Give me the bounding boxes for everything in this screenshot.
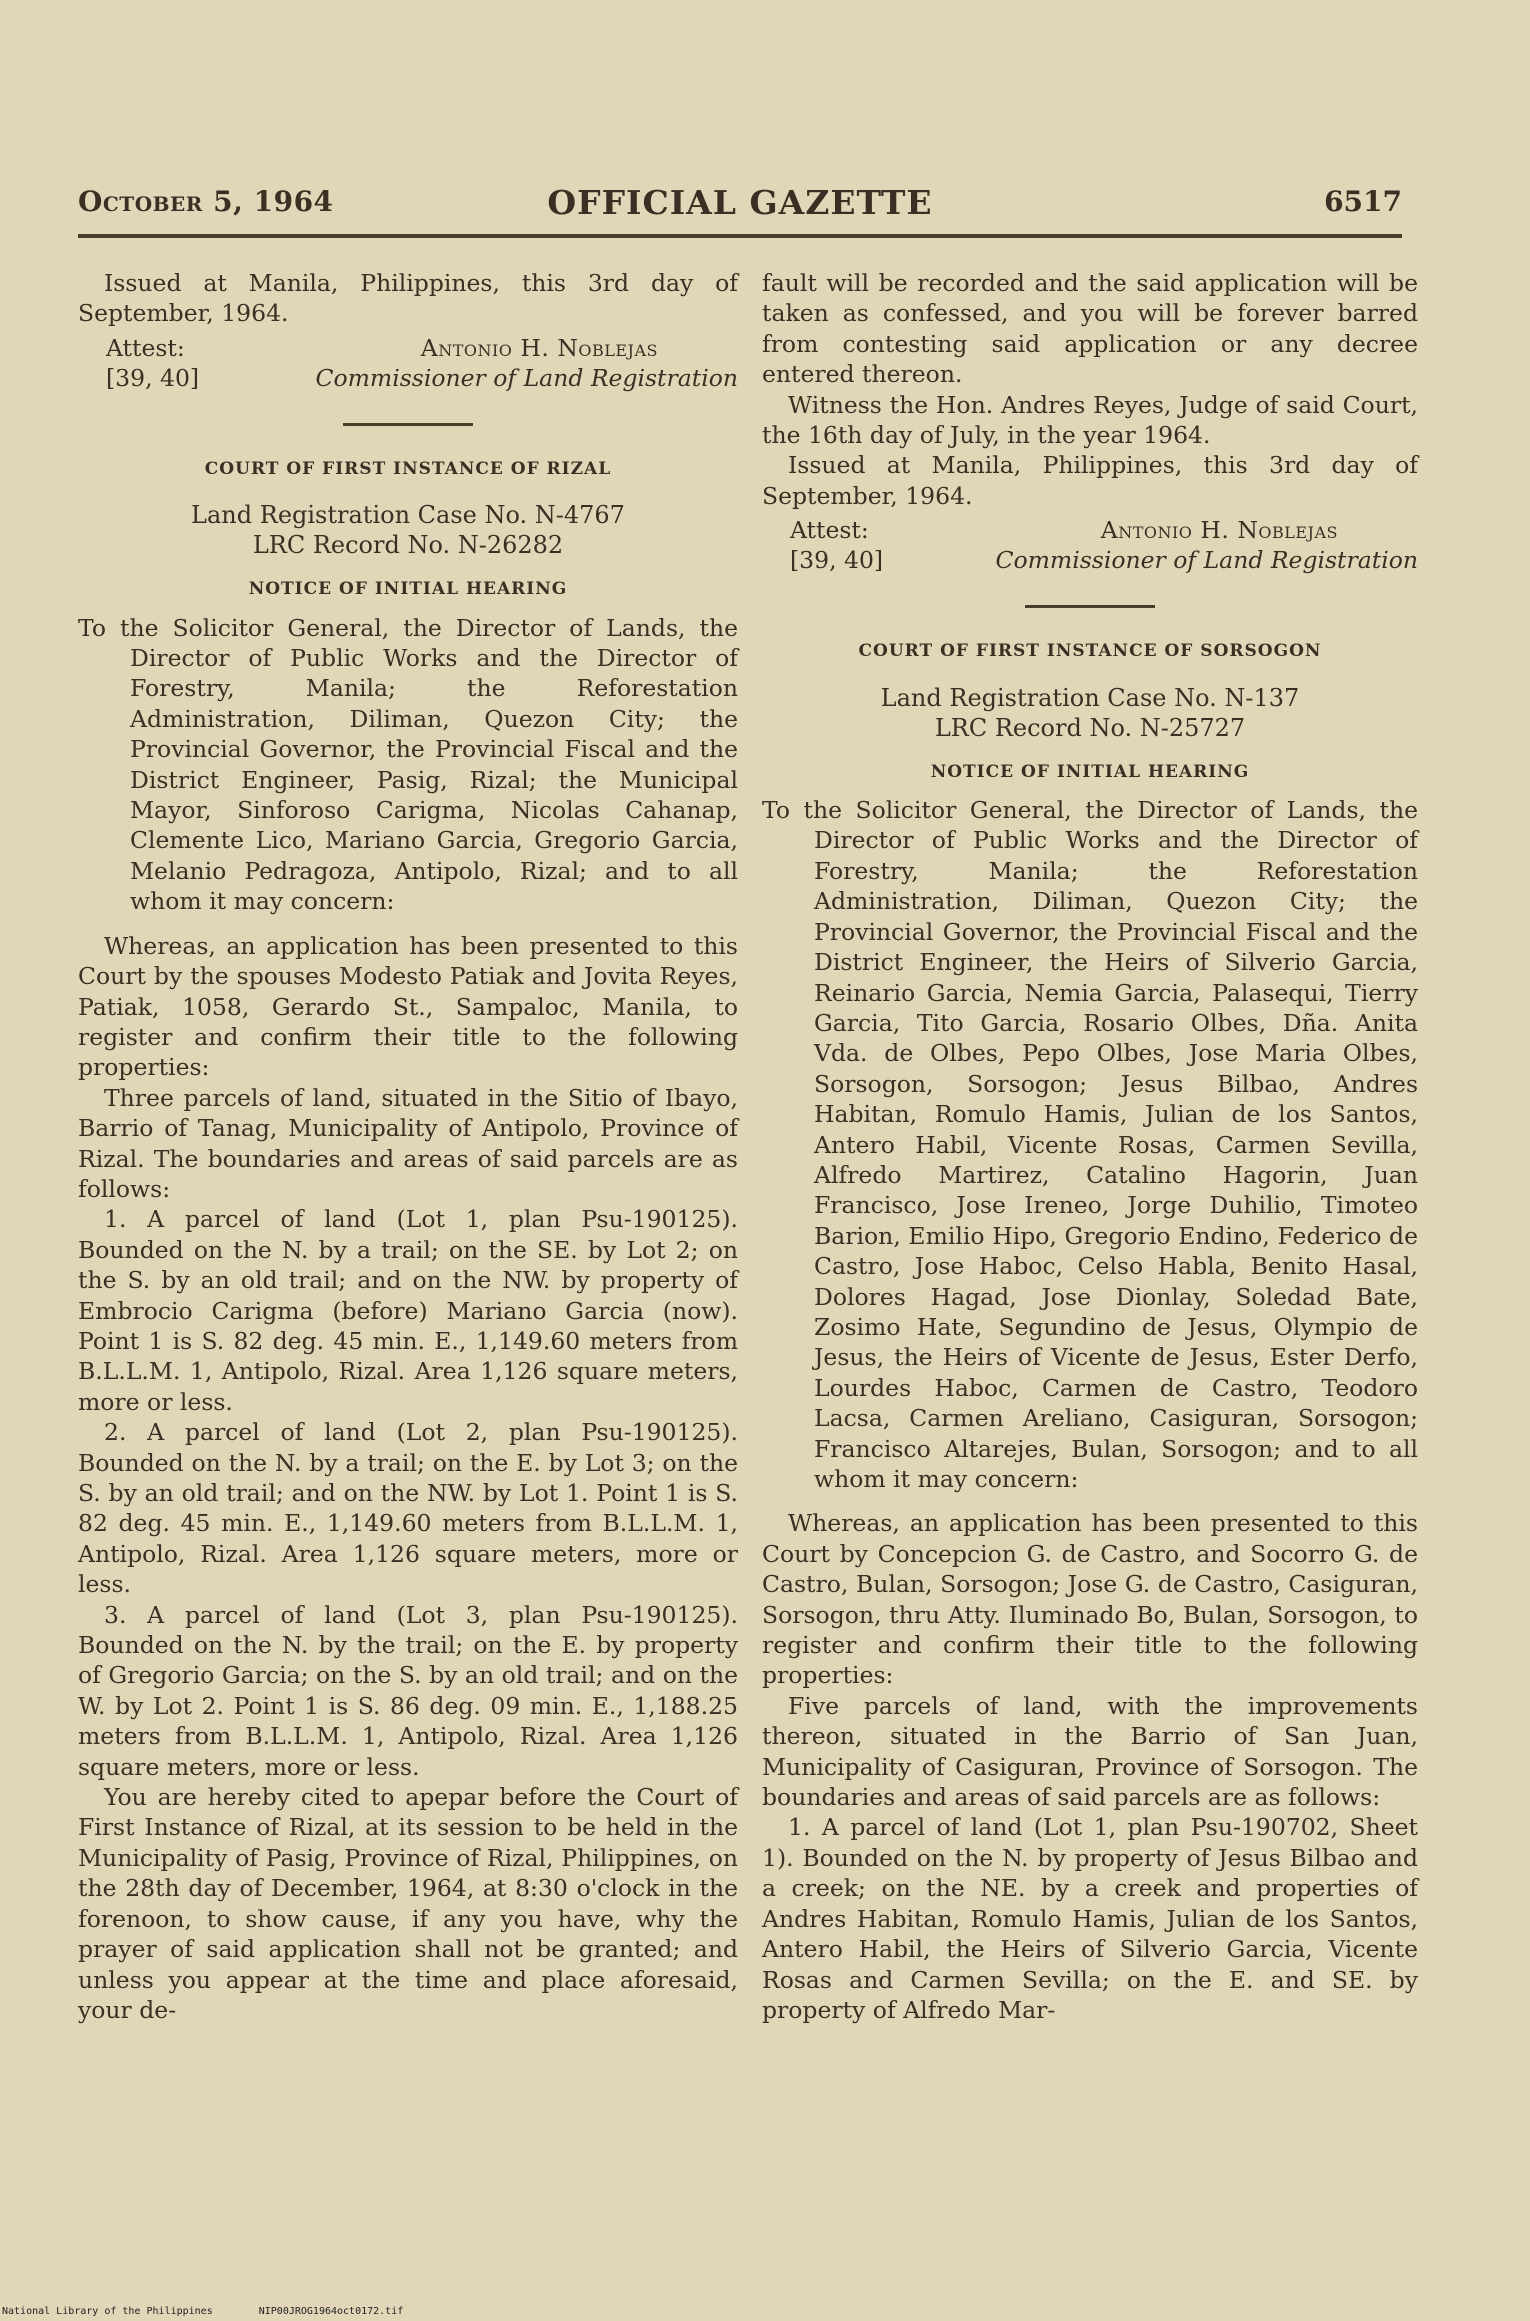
parcels-intro: Three parcels of land, situated in the Sitio of Ibayo, Barrio of Tanag, Municipality of Antipolo, Province of Rizal. The boundaries and areas of said parcels are as follows: <box>78 1083 738 1203</box>
court-heading: COURT OF FIRST INSTANCE OF SORSOGON <box>858 641 1322 662</box>
addressees: To the Solicitor General, the Director of Lands, the Director of Public Works and the Director of Forestry, Manila; the Reforestation Administration, Diliman, Quezon City; the Provincial Governor, the Provincial Fiscal and the District Engineer, the Heirs of Silverio Garcia, Reinario Garcia, Nemia Garcia, Palasequi, Tierry Garcia, Tito Garcia, Rosario Olbes, Dña. Anita Vda. de Olbes, Pepo Olbes, Jose Maria Olbes, Sorsogon, Sorsogon; Jesus Bilbao, Andres Habitan, Romulo Hamis, Julian de los Santos, Antero Habil, Vicente Rosas, Carmen Sevilla, Alfredo Martirez, Catalino Hagorin, Juan Francisco, Jose Ireneo, Jorge Duhilio, Timoteo Barion, Emilio Hipo, Gregorio Endino, Federico de Castro, Jose Haboc, Celso Habla, Benito Hasal, Dolores Hagad, Jose Dionlay, Soledad Bate, Zosimo Hate, Segundino de Jesus, Olympio de Jesus, the Heirs of Vicente de Jesus, Ester Derfo, Lourdes Haboc, Carmen de Castro, Teodoro Lacsa, Carmen Areliano, Casiguran, Sorsogon; Francisco Altarejes, Bulan, Sorsogon; and to all whom it may concern: <box>762 796 1418 1493</box>
lrc-record-number: LRC Record No. N-26282 <box>252 531 564 560</box>
attest-label: Attest: <box>106 333 185 362</box>
default-continuation: fault will be recorded and the said application will be taken as confessed, and you will be forever barred from contesting said application or any decree entered thereon. <box>762 269 1418 389</box>
case-number: Land Registration Case No. N-4767 <box>191 501 625 530</box>
parcel-1: 1. A parcel of land (Lot 1, plan Psu-190125). Bounded on the N. by a trail; on the SE. by Lot 2; on the S. by an old trail; and on the NW. by property of Embrocio Carigma (before) Mariano Garcia (now). Point 1 is S. 82 deg. 45 min. E., 1,149.60 meters from B.L.L.M. 1, Antipolo, Rizal. Area 1,126 square meters, more or less. <box>78 1205 738 1416</box>
parcel-2: 2. A parcel of land (Lot 2, plan Psu-190125). Bounded on the N. by a trail; on the E. by Lot 3; on the S. by an old trail; and on the NW. by Lot 1. Point 1 is S. 82 deg. 45 min. E., 1,149.60 meters from B.L.L.M. 1, Antipolo, Rizal. Area 1,126 square meters, more or less. <box>78 1418 738 1599</box>
page-header <box>78 185 1402 233</box>
whereas-paragraph: Whereas, an application has been presented to this Court by the spouses Modesto Patiak and Jovita Reyes, Patiak, 1058, Gerardo St., Sampaloc, Manila, to register and confirm their title to the following properties: <box>78 931 738 1082</box>
header-rule <box>78 234 1402 238</box>
publication-title: OFFICIAL GAZETTE <box>547 183 933 222</box>
attest-title: Commissioner of Land Registration <box>995 546 1418 575</box>
witness-statement: Witness the Hon. Andres Reyes, Judge of said Court, the 16th day of July, in the year 1964. <box>762 390 1418 450</box>
attest-name: Antonio H. Noblejas <box>420 333 658 362</box>
section-divider <box>343 423 473 426</box>
left-column <box>78 268 738 2025</box>
page-number: 6517 <box>1324 185 1402 218</box>
notice-heading: NOTICE OF INITIAL HEARING <box>248 579 568 600</box>
parcel-3: 3. A parcel of land (Lot 3, plan Psu-190125). Bounded on the N. by the trail; on the E. by property of Gregorio Garcia; on the S. by an old trail; and on the W. by Lot 2. Point 1 is S. 86 deg. 09 min. E., 1,188.25 meters from B.L.L.M. 1, Antipolo, Rizal. Area 1,126 square meters, more or less. <box>78 1600 738 1781</box>
whereas-paragraph: Whereas, an application has been presented to this Court by Concepcion G. de Castro, and Socorro G. de Castro, Bulan, Sorsogon; Jose G. de Castro, Casiguran, Sorsogon, thru Atty. Iluminado Bo, Bulan, Sorsogon, to register and confirm their title to the following properties: <box>762 1509 1418 1690</box>
parcel-1: 1. A parcel of land (Lot 1, plan Psu-190702, Sheet 1). Bounded on the N. by property of Jesus Bilbao and a creek; on the NE. by a creek and properties of Andres Habitan, Romulo Hamis, Julian de los Santos, Antero Habil, the Heirs of Silverio Garcia, Vicente Rosas and Carmen Sevilla; on the E. and SE. by property of Alfredo Mar- <box>762 1813 1418 2024</box>
attest-title: Commissioner of Land Registration <box>315 363 738 392</box>
citation-paragraph: You are hereby cited to apepar before the Court of First Instance of Rizal, at its session to be held in the Municipality of Pasig, Province of Rizal, Philippines, on the 28th day of December, 1964, at 8:30 o'clock in the forenoon, to show cause, if any you have, why the prayer of said application shall not be granted; and unless you appear at the time and place aforesaid, your de- <box>78 1783 738 2024</box>
file-name: NIP00JROG1964oct0172.tif <box>258 2306 404 2317</box>
section-divider <box>1025 605 1155 608</box>
issue-date: October 5, 1964 <box>78 185 334 218</box>
library-credit: National Library of the Philippines <box>2 2306 213 2317</box>
notice-heading: NOTICE OF INITIAL HEARING <box>930 761 1250 782</box>
issued-statement: Issued at Manila, Philippines, this 3rd day of September, 1964. <box>762 451 1418 510</box>
attest-reference: [39, 40] <box>106 363 200 392</box>
attest-name: Antonio H. Noblejas <box>1100 516 1338 545</box>
addressees: To the Solicitor General, the Director of Lands, the Director of Public Works and the Director of Forestry, Manila; the Reforestation Administration, Diliman, Quezon City; the Provincial Governor, the Provincial Fiscal and the District Engineer, Pasig, Rizal; the Municipal Mayor, Sinforoso Carigma, Nicolas Cahanap, Clemente Lico, Mariano Garcia, Gregorio Garcia, Melanio Pedragoza, Antipolo, Rizal; and to all whom it may concern: <box>78 613 738 916</box>
right-column <box>762 268 1418 2025</box>
case-number: Land Registration Case No. N-137 <box>880 683 1300 712</box>
scan-footer <box>2 2306 443 2317</box>
attest-reference: [39, 40] <box>790 546 884 575</box>
court-heading: COURT OF FIRST INSTANCE OF RIZAL <box>204 458 612 479</box>
issued-statement: Issued at Manila, Philippines, this 3rd day of September, 1964. <box>78 269 738 328</box>
attestation-block <box>762 515 1418 575</box>
attest-label: Attest: <box>790 516 869 545</box>
lrc-record-number: LRC Record No. N-25727 <box>934 713 1246 742</box>
attestation-block <box>78 333 738 393</box>
parcels-intro: Five parcels of land, with the improvements thereon, situated in the Barrio of San Juan, Municipality of Casiguran, Province of Sorsogon. The boundaries and areas of said parcels are as follows: <box>762 1691 1418 1812</box>
